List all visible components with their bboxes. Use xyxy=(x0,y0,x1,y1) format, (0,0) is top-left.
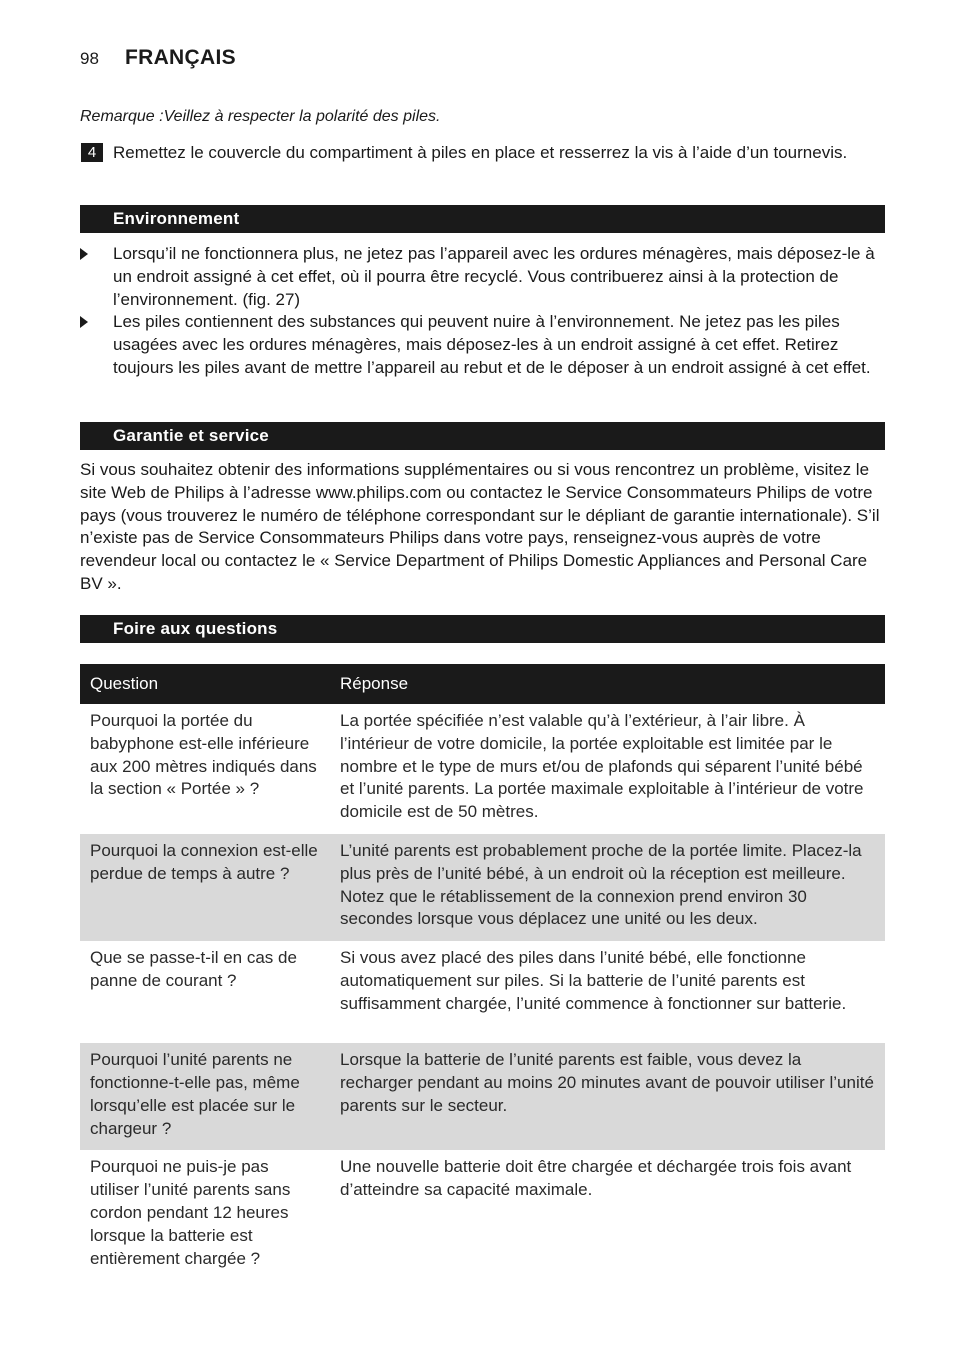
warranty-paragraph xyxy=(80,459,880,596)
warranty-section-header xyxy=(80,422,885,450)
faq-answer: La portée spécifiée n’est valable qu’à l’extérieur, à l’air libre. À l’intérieur de votre domicile, la portée exploitable est limitée par le nombre et le type de murs et/ou de plafonds qui séparent l’unité bébé et l’unité parents. La portée maximale exploitable à l’intérieur de votre domicile est de 50 mètres. xyxy=(340,711,864,822)
warranty-text-start: Si vous souhaitez obtenir des informations supplémentaires ou si vous rencontrez un problème, visitez le site Web de Philips à l’adresse xyxy=(80,460,870,502)
faq-row xyxy=(80,834,885,941)
warranty-text-end: ou contactez le Service Consommateurs Philips de votre pays (vous trouverez le numéro de téléphone correspondant sur le dépliant de garantie internationale). S’il n’existe pas de Service Consommateurs Philips dans votre pays, renseignez-vous auprès de votre revendeur local ou contactez le « Service Department of Philips Domestic Appliances and Personal Care BV ». xyxy=(80,482,880,593)
warranty-section-title: Garantie et service xyxy=(113,426,269,445)
step-text: Remettez le couvercle du compartiment à piles en place et resserrez la vis à l’aide d’un tournevis. xyxy=(113,143,848,162)
faq-question: Pourquoi la connexion est-elle perdue de temps à autre ? xyxy=(80,834,330,941)
faq-header-row xyxy=(80,664,885,704)
polarity-note: Remarque :Veillez à respecter la polarité des piles. xyxy=(80,108,441,125)
faq-answer: L’unité parents est probablement proche de la portée limite. Placez-la plus près de l’unité bébé, à un endroit où la réception est meilleure. Notez que le rétablissement de la connexion prend environ 30 secondes lorsque vous déplacez une unité ou les deux. xyxy=(330,834,885,941)
faq-row xyxy=(80,1150,885,1280)
faq-question: Pourquoi l’unité parents ne fonctionne-t-elle pas, même lorsqu’elle est placée sur le chargeur ? xyxy=(80,1043,330,1150)
step-number-badge: 4 xyxy=(81,143,103,162)
faq-row xyxy=(80,941,885,1043)
faq-answer: Une nouvelle batterie doit être chargée et déchargée trois fois avant d’atteindre sa capacité maximale. xyxy=(340,1157,852,1200)
faq-column-question: Question xyxy=(80,664,330,704)
bullet-arrow-icon xyxy=(80,316,88,328)
faq-row xyxy=(80,1043,885,1150)
faq-table xyxy=(80,664,885,1280)
faq-section-title: Foire aux questions xyxy=(113,619,278,638)
faq-question: Que se passe-t-il en cas de panne de courant ? xyxy=(90,948,297,990)
environment-bullet-2: Les piles contiennent des substances qui peuvent nuire à l’environnement. Ne jetez pas les piles usagées avec les ordures ménagères, mais déposez-les à un endroit assigné à cet effet. Retirez toujours les piles avant de mettre l’appareil au rebut et de le déposer à un endroit assigné à cet effet. xyxy=(113,312,871,377)
language-title: FRANÇAIS xyxy=(125,46,236,69)
environment-section-title: Environnement xyxy=(113,209,240,228)
faq-section-header xyxy=(80,615,885,643)
bullet-arrow-icon xyxy=(80,248,88,260)
faq-row xyxy=(80,704,885,834)
faq-question: Pourquoi la portée du babyphone est-elle inférieure aux 200 mètres indiqués dans la section « Portée » ? xyxy=(90,711,317,799)
faq-column-answer: Réponse xyxy=(330,664,885,704)
environment-section-header xyxy=(80,205,885,233)
philips-website-link[interactable]: www.philips.com xyxy=(315,482,442,502)
page-number: 98 xyxy=(80,49,99,68)
faq-answer: Lorsque la batterie de l’unité parents est faible, vous devez la recharger pendant au moins 20 minutes avant de pouvoir utiliser l’unité parents sur le secteur. xyxy=(330,1043,885,1150)
environment-bullet-1: Lorsqu’il ne fonctionnera plus, ne jetez pas l’appareil avec les ordures ménagères, mais déposez-le à un endroit assigné à cet effet, où il pourra être recyclé. Vous contribuerez ainsi à la protection de l’environnement. (fig. 27) xyxy=(113,244,875,309)
faq-answer: Si vous avez placé des piles dans l’unité bébé, elle fonctionne automatiquement sur piles. Si la batterie de l’unité parents est suffisamment chargée, l’unité commence à fonctionner sur batterie. xyxy=(340,948,847,1013)
faq-question: Pourquoi ne puis-je pas utiliser l’unité parents sans cordon pendant 12 heures lorsque la batterie est entièrement chargée ? xyxy=(90,1157,291,1268)
